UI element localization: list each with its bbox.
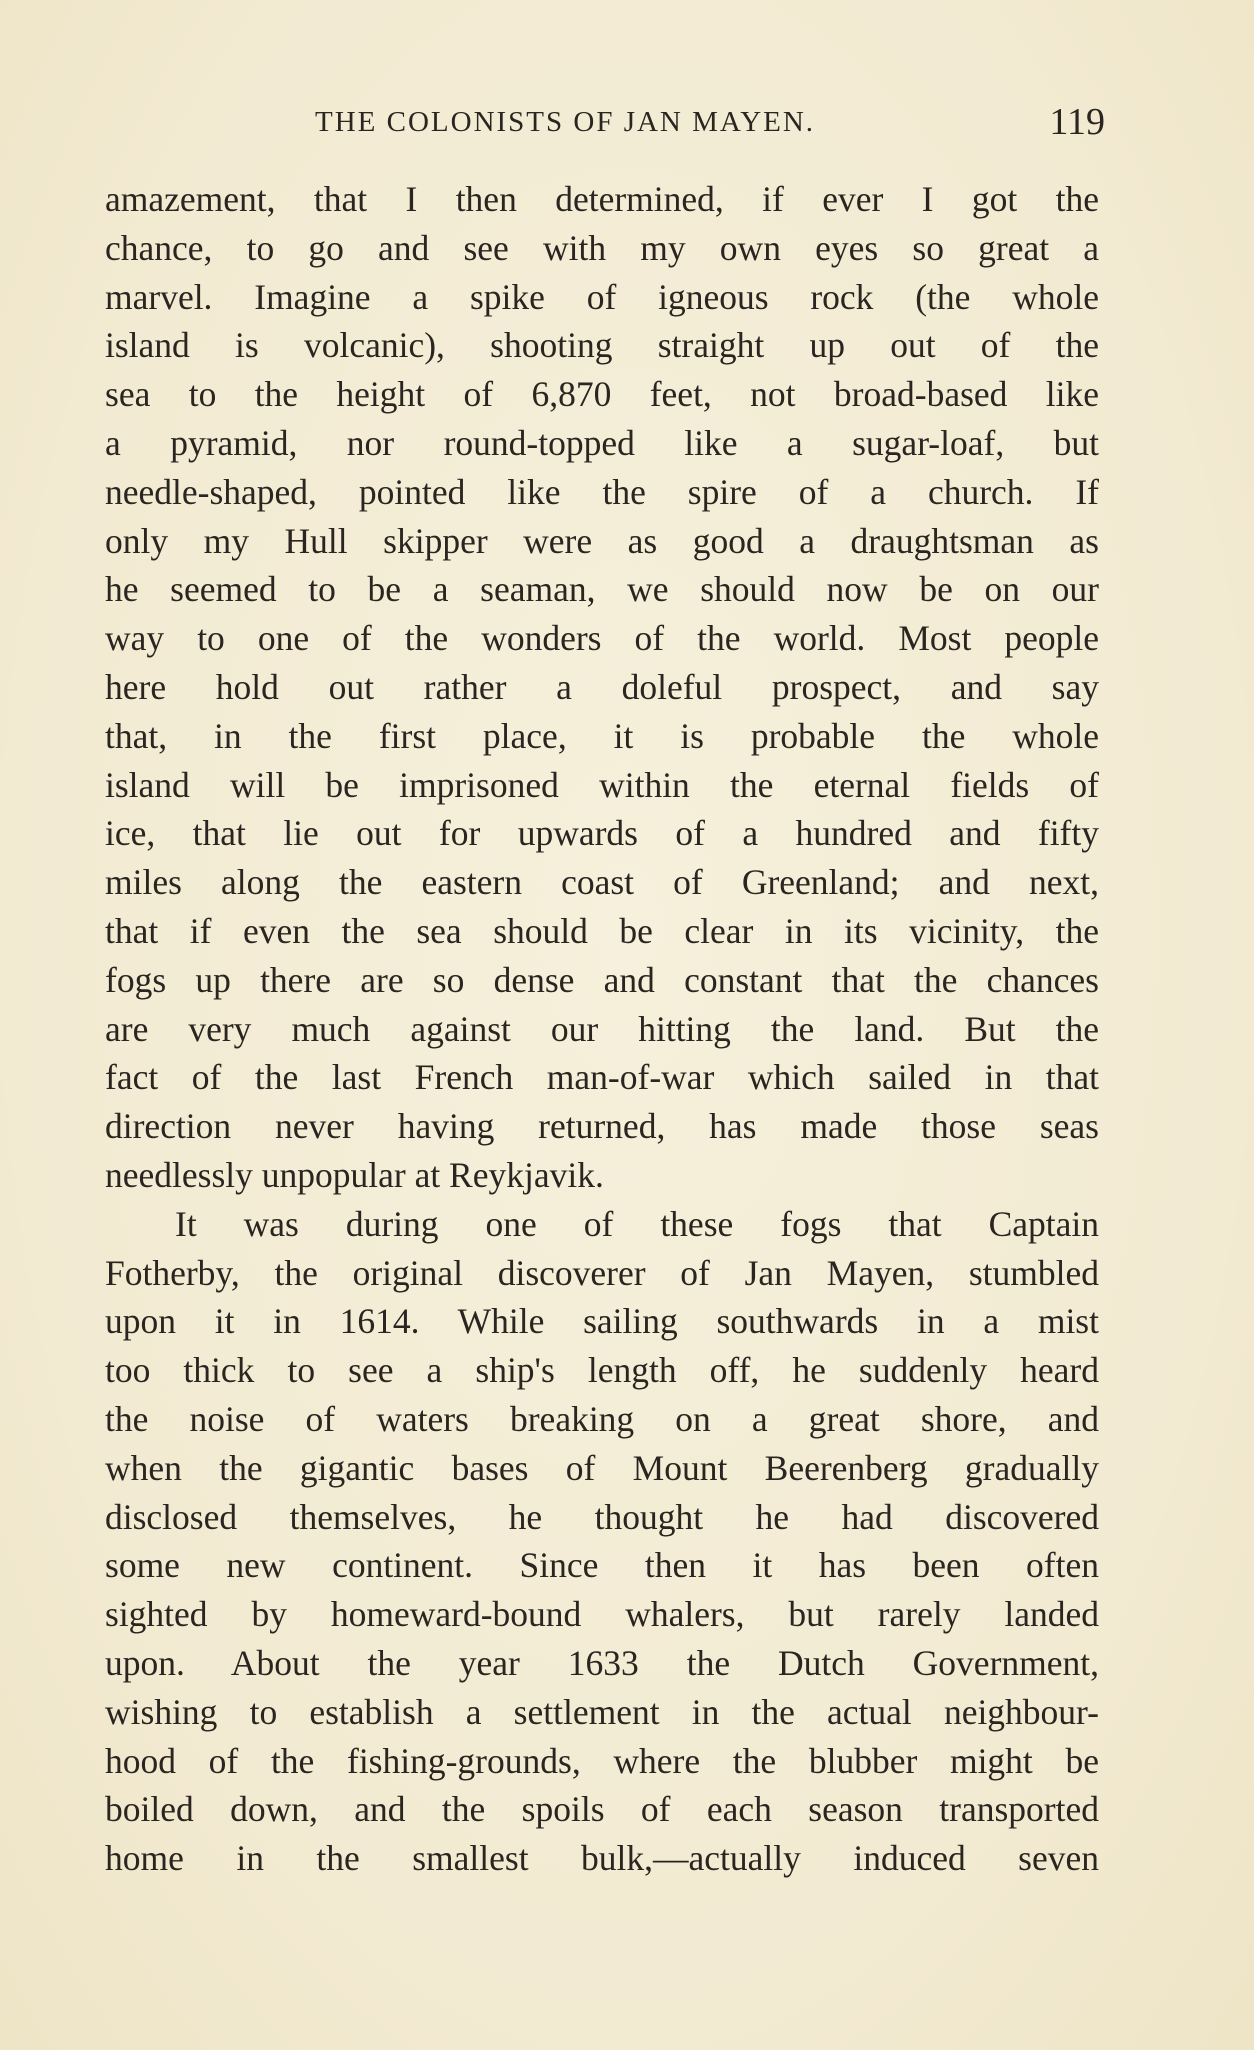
text-line: fact of the last French man-of-war which sailed in that [105,1057,1099,1098]
text-line: way to one of the wonders of the world. Most people [105,618,1099,659]
text-line: miles along the eastern coast of Greenland; and next, [105,862,1099,903]
text-line: home in the smallest bulk,—actually induced seven [105,1838,1099,1879]
text-line: amazement, that I then determined, if ever I got the [105,179,1099,219]
page-number: 119 [1049,101,1105,143]
text-line: upon. About the year 1633 the Dutch Government, [105,1642,1099,1683]
text-line: needle-shaped, pointed like the spire of a church. If [105,471,1099,512]
text-line: are very much against our hitting the land. But the [105,1008,1099,1049]
text-line: sea to the height of 6,870 feet, not broad-based like [105,374,1099,415]
text-line: boiled down, and the spoils of each season transported [105,1789,1099,1830]
text-line: too thick to see a ship's length off, he suddenly heard [105,1350,1099,1391]
body-text [105,175,1099,1883]
text-line: wishing to establish a settlement in the actual neighbour- [105,1691,1099,1732]
text-line: some new continent. Since then it has been often [105,1545,1099,1586]
text-line: a pyramid, nor round-topped like a sugar-loaf, but [105,422,1099,463]
text-line: here hold out rather a doleful prospect, and say [105,666,1099,707]
text-line: disclosed themselves, he thought he had discovered [105,1496,1099,1537]
text-line: only my Hull skipper were as good a draughtsman as [105,520,1099,561]
running-head [105,100,1105,150]
text-line: when the gigantic bases of Mount Beerenberg gradually [105,1447,1099,1488]
text-line: the noise of waters breaking on a great shore, and [105,1398,1099,1439]
text-line: chance, to go and see with my own eyes so great a [105,227,1099,268]
text-line: Fotherby, the original discoverer of Jan Mayen, stumbled [105,1252,1099,1293]
text-line: fogs up there are so dense and constant that the chances [105,959,1099,1000]
text-line: sighted by homeward-bound whalers, but rarely landed [105,1594,1099,1635]
text-line: he seemed to be a seaman, we should now be on our [105,569,1099,610]
text-line: island is volcanic), shooting straight up out of the [105,325,1099,366]
text-line: direction never having returned, has made those seas [105,1106,1099,1147]
text-line: hood of the fishing-grounds, where the blubber might be [105,1740,1099,1781]
text-line: ice, that lie out for upwards of a hundred and fifty [105,813,1099,854]
text-line: upon it in 1614. While sailing southwards in a mist [105,1301,1099,1342]
running-title: THE COLONISTS OF JAN MAYEN. [315,106,816,138]
text-line: It was during one of these fogs that Captain [175,1203,1099,1244]
text-line: island will be imprisoned within the eternal fields of [105,764,1099,805]
text-line: that, in the first place, it is probable the whole [105,715,1099,756]
text-line: needlessly unpopular at Reykjavik. [105,1154,604,1195]
text-line: marvel. Imagine a spike of igneous rock (the whole [105,276,1099,317]
text-line: that if even the sea should be clear in its vicinity, the [105,910,1099,951]
